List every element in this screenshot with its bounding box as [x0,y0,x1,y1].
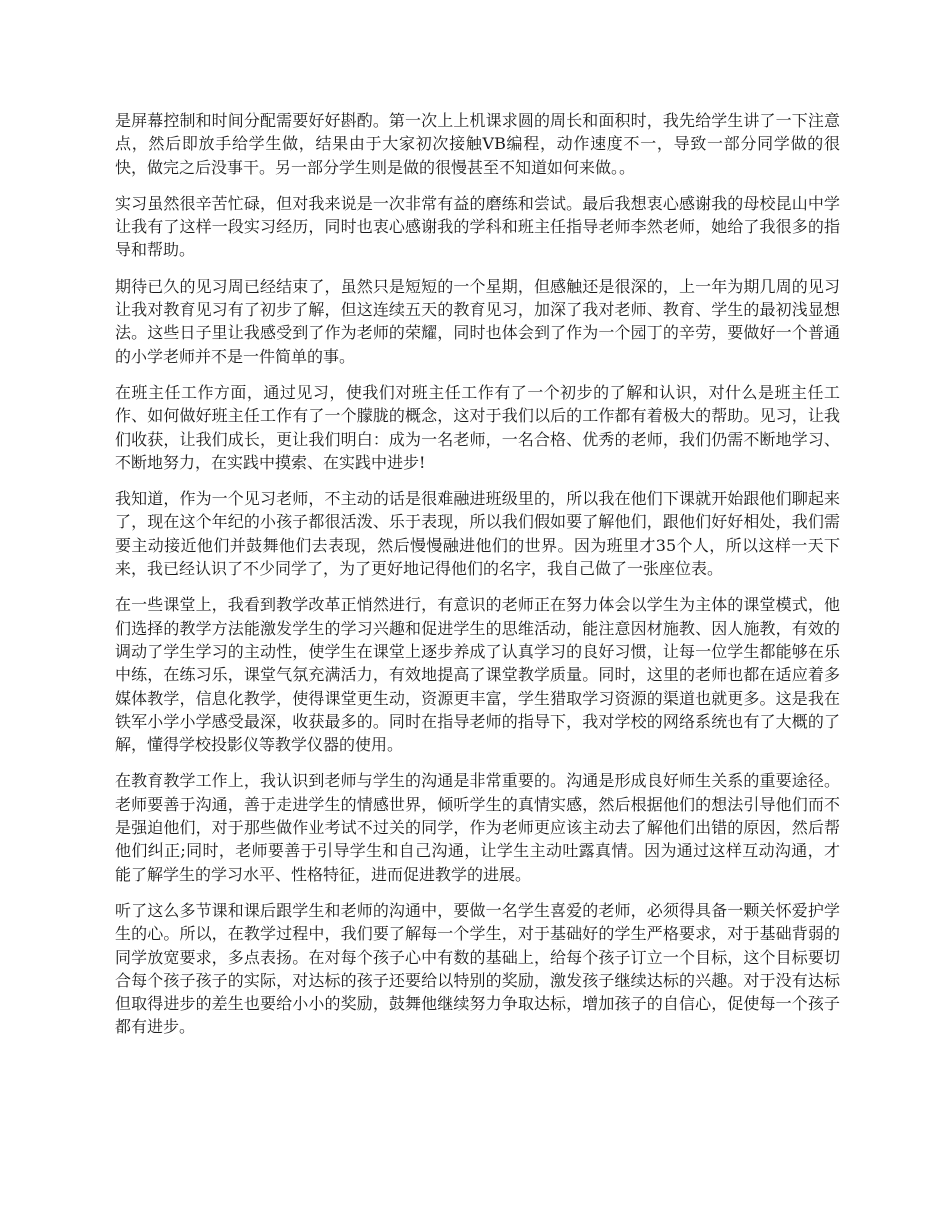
document-body [115,109,840,1052]
paragraph-7: 在教育教学工作上，我认识到老师与学生的沟通是非常重要的。沟通是形成良好师生关系的重要途径。老师要善于沟通，善于走进学生的情感世界，倾听学生的真情实感，然后根据他们的想法引导他们而不是强迫他们，对于那些做作业考试不过关的同学，作为老师更应该主动去了解他们出错的原因，然后帮他们纠正;同时，老师要善于引导学生和自己沟通，让学生主动吐露真情。因为通过这样互动沟通，才能了解学生的学习水平、性格特征，进而促进教学的进展。 [115,771,840,884]
paragraph-4: 在班主任工作方面，通过见习，使我们对班主任工作有了一个初步的了解和认识，对什么是班主任工作、如何做好班主任工作有了一个朦胧的概念，这对于我们以后的工作都有着极大的帮助。见习，让我们收获，让我们成长，更让我们明白：成为一名老师，一名合格、优秀的老师，我们仍需不断地学习、不断地努力，在实践中摸索、在实践中进步! [115,382,840,472]
paragraph-1: 是屏幕控制和时间分配需要好好斟酌。第一次上上机课求圆的周长和面积时，我先给学生讲了一下注意点，然后即放手给学生做，结果由于大家初次接触VB编程，动作速度不一，导致一部分同学做的很快，做完之后没事干。另一部分学生则是做的很慢甚至不知道如何来做。。 [115,111,840,177]
paragraph-5: 我知道，作为一个见习老师，不主动的话是很难融进班级里的，所以我在他们下课就开始跟他们聊起来了，现在这个年纪的小孩子都很活泼、乐于表现，所以我们假如要了解他们，跟他们好好相处，我们需要主动接近他们并鼓舞他们去表现，然后慢慢融进他们的世界。因为班里才35个人，所以这样一天下来，我已经认识了不少同学了，为了更好地记得他们的名字，我自己做了一张座位表。 [115,489,840,579]
paragraph-3: 期待已久的见习周已经结束了，虽然只是短短的一个星期，但感触还是很深的，上一年为期几周的见习让我对教育见习有了初步了解，但这连续五天的教育见习，加深了我对老师、教育、学生的最初浅显想法。这些日子里让我感受到了作为老师的荣耀，同时也体会到了作为一个园丁的辛劳，要做好一个普通的小学老师并不是一件简单的事。 [115,276,840,366]
paragraph-8: 听了这么多节课和课后跟学生和老师的沟通中，要做一名学生喜爱的老师，必须得具备一颗关怀爱护学生的心。所以，在教学过程中，我们要了解每一个学生，对于基础好的学生严格要求，对于基础背弱的同学放宽要求，多点表扬。在对每个孩子心中有数的基础上，给每个孩子订立一个目标，这个目标要切合每个孩子孩子的实际，对达标的孩子还要给以特别的奖励，激发孩子继续达标的兴趣。对于没有达标但取得进步的差生也要给小小的奖励，鼓舞他继续努力争取达标，增加孩子的自信心，促使每一个孩子都有进步。 [115,900,840,1037]
paragraph-2: 实习虽然很辛苦忙碌，但对我来说是一次非常有益的磨练和尝试。最后我想衷心感谢我的母校昆山中学让我有了这样一段实习经历，同时也衷心感谢我的学科和班主任指导老师李然老师，她给了我很多的指导和帮助。 [115,193,840,260]
paragraph-6: 在一些课堂上，我看到教学改革正悄然进行，有意识的老师正在努力体会以学生为主体的课堂模式，他们选择的教学方法能激发学生的学习兴趣和促进学生的思维活动，能注意因材施教、因人施教，有效的调动了学生学习的主动性，使学生在课堂上逐步养成了认真学习的良好习惯，让每一位学生都能够在乐中练，在练习乐，课堂气氛充满活力，有效地提高了课堂教学质量。同时，这里的老师也都在适应着多媒体教学，信息化教学，使得课堂更生动，资源更丰富，学生猎取学习资源的渠道也就更多。这是我在铁军小学小学感受最深，收获最多的。同时在指导老师的指导下，我对学校的网络系统也有了大概的了解，懂得学校投影仪等教学仪器的使用。 [115,595,840,755]
